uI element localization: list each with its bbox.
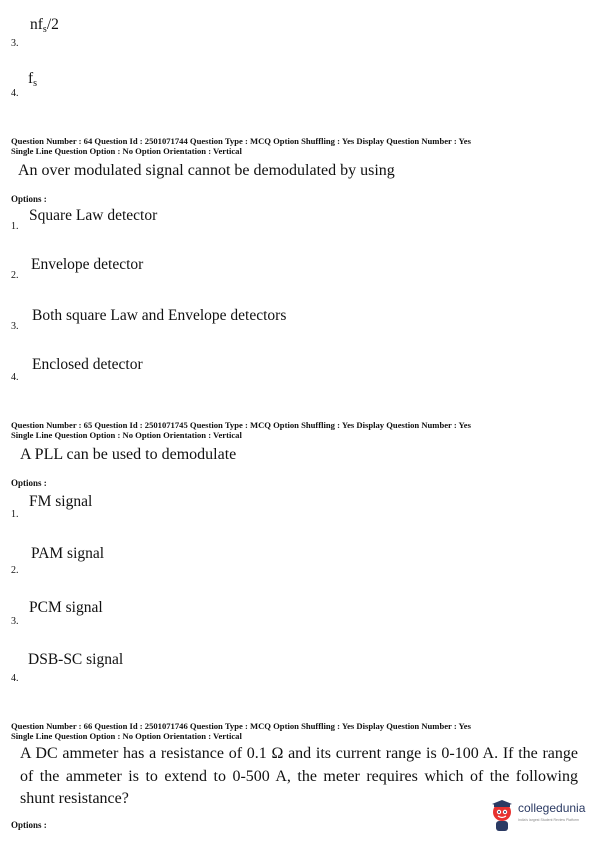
option-text: Envelope detector — [31, 256, 144, 273]
question-text: An over modulated signal cannot be demodulated by using — [18, 162, 395, 179]
option-text: Both square Law and Envelope detectors — [32, 307, 287, 324]
watermark-tagline: India's largest Student Review Platform — [518, 818, 579, 822]
option-number: 2. — [11, 270, 19, 281]
question-text: A DC ammeter has a resistance of 0.1 Ω and its current range is 0-100 A. If the range of the ammeter is to extend to 0-500 A, the meter requires which of the following shunt resistance? — [20, 745, 578, 807]
option-number: 4. — [11, 673, 19, 684]
option-text: $f_s$ — [28, 70, 38, 89]
option-number: 1. — [11, 221, 19, 232]
question-text: A PLL can be used to demodulate — [20, 446, 237, 463]
options-label: Options : — [11, 194, 47, 204]
collegedunia-watermark — [490, 798, 590, 834]
question-meta: Question Number : 66 Question Id : 2501071746 Question Type : MCQ Option Shuffling : Yes Display Question Number : Yes Single Line Question Option : No Option Orientation : Vertical — [11, 721, 471, 741]
option-text: PAM signal — [31, 545, 105, 562]
option-text: Enclosed detector — [32, 356, 143, 373]
option-number: 3. — [11, 616, 19, 627]
options-label: Options : — [11, 478, 47, 488]
question-meta: Question Number : 64 Question Id : 2501071744 Question Type : MCQ Option Shuffling : Yes Display Question Number : Yes Single Line Question Option : No Option Orientation : Vertical — [11, 136, 471, 156]
option-text: Square Law detector — [29, 207, 158, 224]
option-text: PCM signal — [29, 599, 103, 616]
option-text: FM signal — [29, 493, 93, 510]
options-label: Options : — [11, 820, 47, 830]
option-text: DSB-SC signal — [28, 651, 124, 668]
option-number: 4. — [11, 88, 19, 99]
option-number: 1. — [11, 509, 19, 520]
option-text: $nf_s/2$ — [30, 16, 59, 35]
question-meta: Question Number : 65 Question Id : 2501071745 Question Type : MCQ Option Shuffling : Yes Display Question Number : Yes Single Line Question Option : No Option Orientation : Vertical — [11, 420, 471, 440]
student-mascot-icon — [490, 800, 514, 832]
option-number: 3. — [11, 321, 19, 332]
watermark-name: collegedunia — [518, 801, 586, 815]
option-number: 3. — [11, 38, 19, 49]
option-number: 4. — [11, 372, 19, 383]
option-number: 2. — [11, 565, 19, 576]
